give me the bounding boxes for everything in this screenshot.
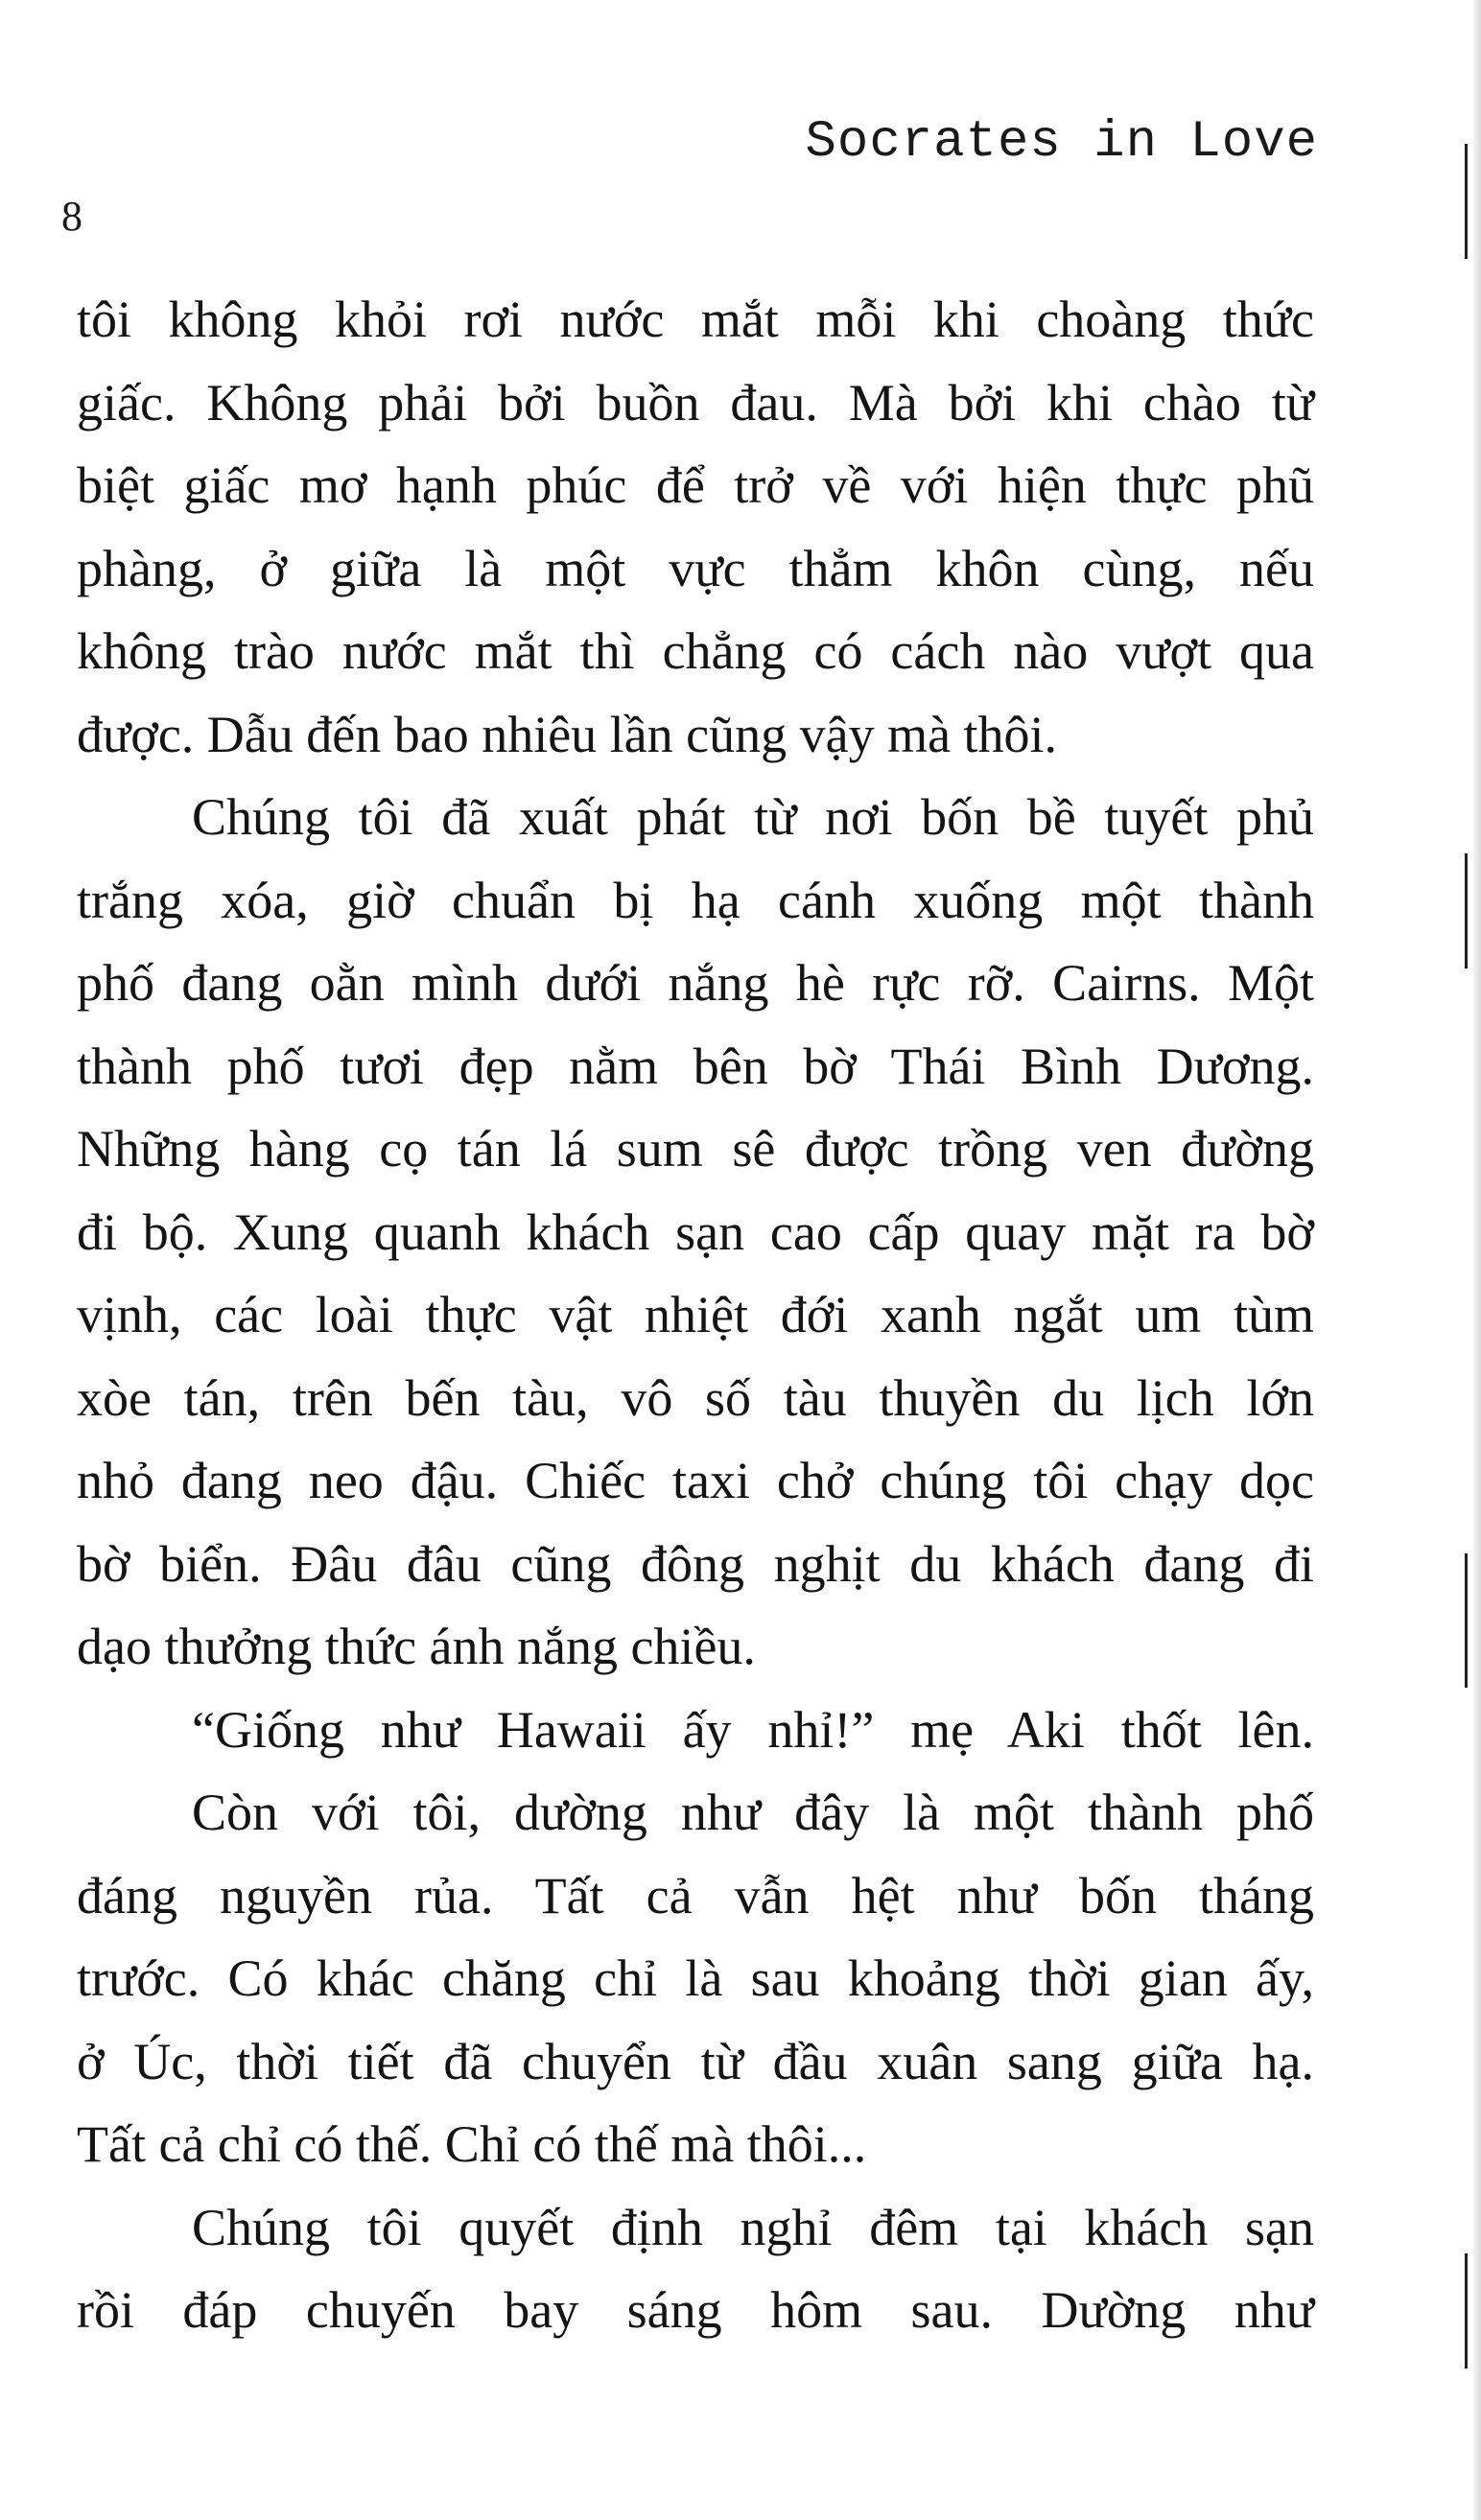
edge-mark [1465, 1553, 1468, 1688]
text-line: tôi không khỏi rơi nước mắt mỗi khi choàng thức [77, 291, 1314, 348]
edge-mark [1465, 853, 1468, 968]
edge-mark [1465, 2253, 1468, 2368]
text-line: trước. Có khác chăng chỉ là sau khoảng thời gian ấy, [77, 1949, 1314, 2007]
running-title: Socrates in Love [805, 113, 1318, 172]
text-line: biệt giấc mơ hạnh phúc để trở về với hiện thực phũ [77, 456, 1314, 514]
page-edge-shadow [1473, 0, 1481, 2520]
edge-mark [1465, 144, 1468, 259]
text-line: Còn với tôi, dường như đây là một thành phố [192, 1784, 1314, 1841]
text-line: nhỏ đang neo đậu. Chiếc taxi chở chúng tôi chạy dọc [77, 1452, 1314, 1509]
text-line: bờ biển. Đâu đâu cũng đông nghịt du khách đang đi [77, 1534, 1314, 1593]
text-line: rồi đáp chuyến bay sáng hôm sau. Dường như [77, 2281, 1314, 2339]
body-text [77, 278, 1314, 2352]
text-line: ở Úc, thời tiết đã chuyển từ đầu xuân sang giữa hạ. [77, 2032, 1314, 2090]
text-line: dạo thưởng thức ánh nắng chiều. [77, 1618, 756, 1675]
text-line: “Giống như Hawaii ấy nhỉ!” mẹ Aki thốt lên. [192, 1700, 1314, 1759]
text-line: Tất cả chỉ có thế. Chỉ có thế mà thôi... [77, 2115, 867, 2173]
text-line: thành phố tươi đẹp nằm bên bờ Thái Bình Dương. [77, 1037, 1314, 1095]
page-number: 8 [61, 193, 82, 240]
text-line: xòe tán, trên bến tàu, vô số tàu thuyền du lịch lớn [77, 1368, 1314, 1427]
text-line: vịnh, các loài thực vật nhiệt đới xanh ngắt um tùm [77, 1286, 1314, 1343]
text-line: phố đang oằn mình dưới nắng hè rực rỡ. Cairns. Một [77, 954, 1314, 1012]
text-line: Chúng tôi quyết định nghỉ đêm tại khách sạn [192, 2198, 1314, 2256]
text-line: đi bộ. Xung quanh khách sạn cao cấp quay mặt ra bờ [77, 1202, 1314, 1261]
text-line: Những hàng cọ tán lá sum sê được trồng ven đường [77, 1120, 1314, 1178]
text-line: phàng, ở giữa là một vực thẳm khôn cùng, nếu [77, 539, 1314, 597]
text-line: Chúng tôi đã xuất phát từ nơi bốn bề tuyết phủ [192, 788, 1314, 846]
text-line: giấc. Không phải bởi buồn đau. Mà bởi khi chào từ [77, 373, 1314, 432]
text-line: đáng nguyền rủa. Tất cả vẫn hệt như bốn tháng [77, 1866, 1314, 1925]
text-line: không trào nước mắt thì chẳng có cách nào vượt qua [77, 622, 1314, 680]
text-line: được. Dẫu đến bao nhiêu lần cũng vậy mà thôi. [77, 705, 1058, 763]
text-line: trắng xóa, giờ chuẩn bị hạ cánh xuống một thành [77, 871, 1314, 929]
